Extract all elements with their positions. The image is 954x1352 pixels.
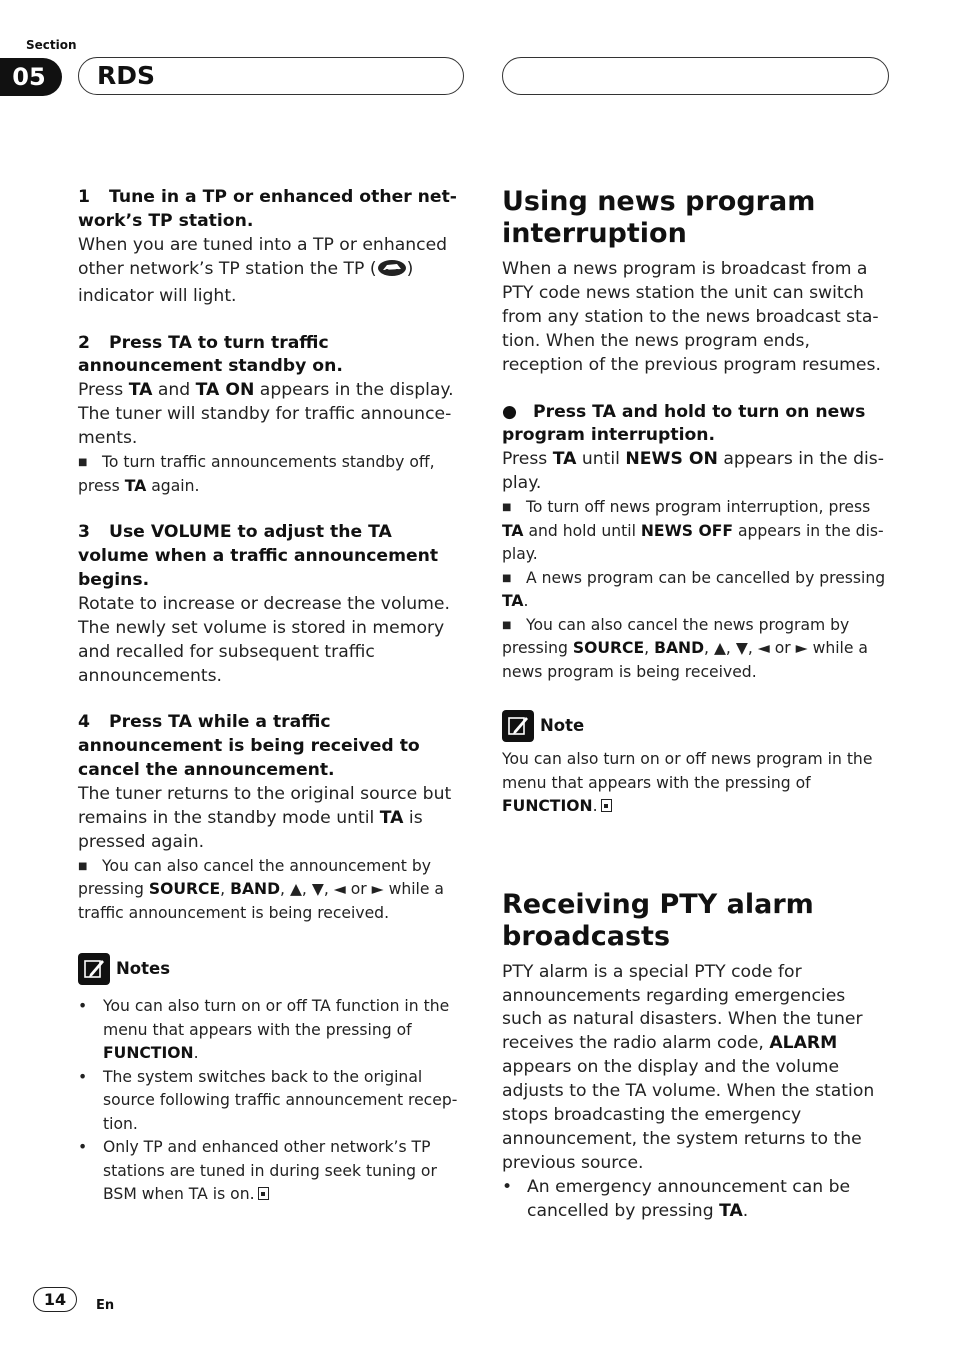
- language-label: En: [96, 1298, 115, 1313]
- step-3-title: 3 Use VOLUME to adjust the TA volume when a traffic announcement begins.: [78, 522, 439, 590]
- note-item: • Only TP and enhanced other network’s TP stations are tuned in during seek tuning or BSM when TA is on.: [78, 1138, 437, 1204]
- alarm-heading: Receiving PTY alarm broadcasts: [502, 888, 814, 952]
- square-bullet-icon: ■: [502, 572, 512, 584]
- left-column: [78, 186, 464, 1207]
- news-note-1: ■ To turn off news program interruption, press TA and hold until NEWS OFF appears in the display.: [502, 498, 884, 564]
- news-body: When a news program is broadcast from a PTY code news station the unit can switch from any station to the news broadcast station. When the news program ends, reception of the previous program resumes.: [502, 259, 881, 375]
- pencil-note-icon: [502, 710, 534, 742]
- news-step-body: Press TA until NEWS ON appears in the display.: [502, 449, 884, 494]
- section-number-badge: 05: [0, 58, 62, 96]
- alarm-bullet: • An emergency announcement can be cancelled by pressing TA.: [502, 1176, 851, 1221]
- end-mark-icon: [601, 799, 612, 812]
- chapter-title: RDS: [97, 61, 156, 90]
- end-mark-icon: [258, 1187, 269, 1200]
- square-bullet-icon: ■: [78, 860, 88, 872]
- step-1-title: 1 Tune in a TP or enhanced other network’s TP station.: [78, 187, 457, 231]
- square-bullet-icon: ■: [78, 457, 88, 469]
- page-number: 14: [33, 1287, 77, 1312]
- news-note-heading: Note: [502, 710, 888, 742]
- step-4-title: 4 Press TA while a traffic announcement is being received to cancel the announcement.: [78, 712, 420, 781]
- step-2-note: ■ To turn traffic announcements standby off, press TA again.: [78, 453, 435, 495]
- note-item: • You can also turn on or off TA function in the menu that appears with the pressing of FUNCTION.: [78, 997, 450, 1063]
- news-note-3: ■ You can also cancel the news program by pressing SOURCE, BAND, ▲, ▼, ◄ or ► while a news program is being received.: [502, 615, 868, 681]
- step-2-body: Press TA and TA ON appears in the display. The tuner will standby for traffic announcements.: [78, 380, 454, 449]
- square-bullet-icon: ■: [502, 502, 512, 514]
- pencil-note-icon: [78, 953, 110, 985]
- header-empty-tab: [502, 57, 889, 95]
- step-4-body: The tuner returns to the original source but remains in the standby mode until TA is pressed again.: [78, 784, 452, 852]
- notes-heading: Notes: [78, 953, 464, 985]
- news-step-title: ● Press TA and hold to turn on news program interruption.: [502, 401, 866, 446]
- square-bullet-icon: ■: [502, 619, 512, 631]
- step-3-body: Rotate to increase or decrease the volume. The newly set volume is stored in memory and recalled for subsequent traffic announcements.: [78, 593, 450, 686]
- step-2-title: 2 Press TA to turn traffic announcement standby on.: [78, 332, 343, 377]
- step-1-body: When you are tuned into a TP or enhanced other network’s TP station the TP ( ) indicator will light.: [78, 234, 448, 306]
- step-4-note: ■ You can also cancel the announcement by pressing SOURCE, BAND, ▲, ▼, ◄ or ► while a traffic announcement is being received.: [78, 856, 444, 922]
- news-note-2: ■ A news program can be cancelled by pressing TA.: [502, 568, 886, 611]
- news-heading: Using news program interruption: [502, 186, 816, 249]
- right-column: [502, 186, 888, 1224]
- alarm-body: PTY alarm is a special PTY code for announcements regarding emergencies such as natural disasters. When the tuner receives the radio alarm code, ALARM appears on the display and the volume adjusts to the TA volume. When the station stops broadcasting the emergency announcement, the system returns to the previous source.: [502, 961, 875, 1173]
- note-item: • The system switches back to the original source following traffic announcement reception.: [78, 1067, 458, 1133]
- news-note-text: You can also turn on or off news program in the menu that appears with the pressing of FUNCTION.: [502, 750, 873, 816]
- round-bullet-icon: ●: [502, 401, 517, 422]
- section-label: Section: [26, 38, 77, 52]
- car-icon: [377, 259, 407, 285]
